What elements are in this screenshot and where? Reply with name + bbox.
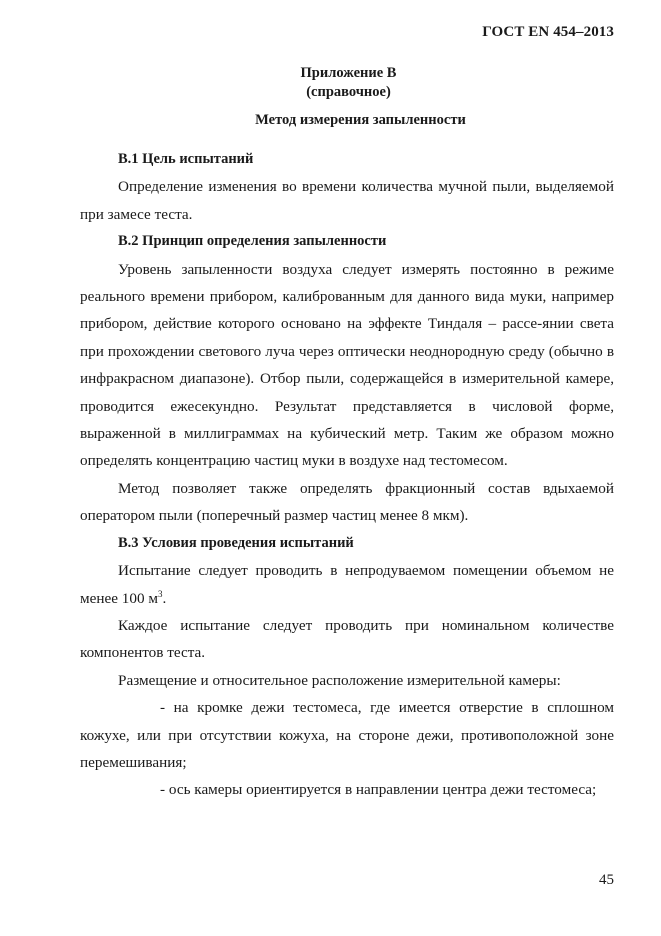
paragraph-b3-3: Размещение и относительное расположение измерительной камеры: <box>118 671 561 689</box>
section-heading-b1: В.1 Цель испытаний <box>118 151 254 167</box>
paragraph-b1-1: Определение изменения во времени количества мучной пыли, выделяемой при замесе теста. <box>80 178 614 223</box>
paragraph-b2-1: Уровень запыленности воздуха следует измерять постоянно в режиме реального времени прибором, калиброванным для данного вида муки, например прибором, действие которого основано на эффекте Тиндаля – рассе-янии света при прохождении светового луча через оптически неоднородную среду (обычно в инфракрасном диапазоне). Отбор пыли, содержащейся в измерительной камере, проводится ежесекундно. Результат представляется в числовой форме, выраженной в миллиграммах на кубический метр. Таким же образом можно определять концентрацию частиц муки в воздухе над тестомесом. <box>80 260 614 470</box>
appendix-title: Приложение В <box>300 65 397 81</box>
page-number: 45 <box>599 872 614 888</box>
appendix-title-block <box>0 64 661 102</box>
body-text <box>80 146 614 804</box>
list-item: - на кромке дежи тестомеса, где имеется отверстие в сплошном кожухе, или при отсутствии кожуха, на стороне дежи, противоположной зоне перемешивания; <box>80 699 614 771</box>
paragraph-b3-1-end: . <box>162 589 167 607</box>
method-title: Метод измерения запыленности <box>255 112 466 128</box>
paragraph-b2-2: Метод позволяет также определять фракционный состав вдыхаемой оператором пыли (поперечный размер частиц менее 8 мкм). <box>80 479 614 525</box>
section-heading-b3: В.3 Условия проведения испытаний <box>118 534 354 551</box>
section-heading-b2: В.2 Принцип определения запыленности <box>118 233 387 250</box>
superscript-3: 3 <box>157 588 163 599</box>
document-id-header: ГОСТ EN 454–2013 <box>482 24 614 40</box>
paragraph-b3-1-text: Испытание следует проводить в непродуваемом помещении объемом не менее 100 м <box>80 562 614 607</box>
paragraph-b3-2: Каждое испытание следует проводить при номинальном количестве компонентов теста. <box>80 616 614 662</box>
list-item: - ось камеры ориентируется в направлении центра дежи тестомеса; <box>160 781 597 799</box>
appendix-subtitle: (справочное) <box>306 84 391 100</box>
paragraph-b3-1 <box>80 557 614 612</box>
